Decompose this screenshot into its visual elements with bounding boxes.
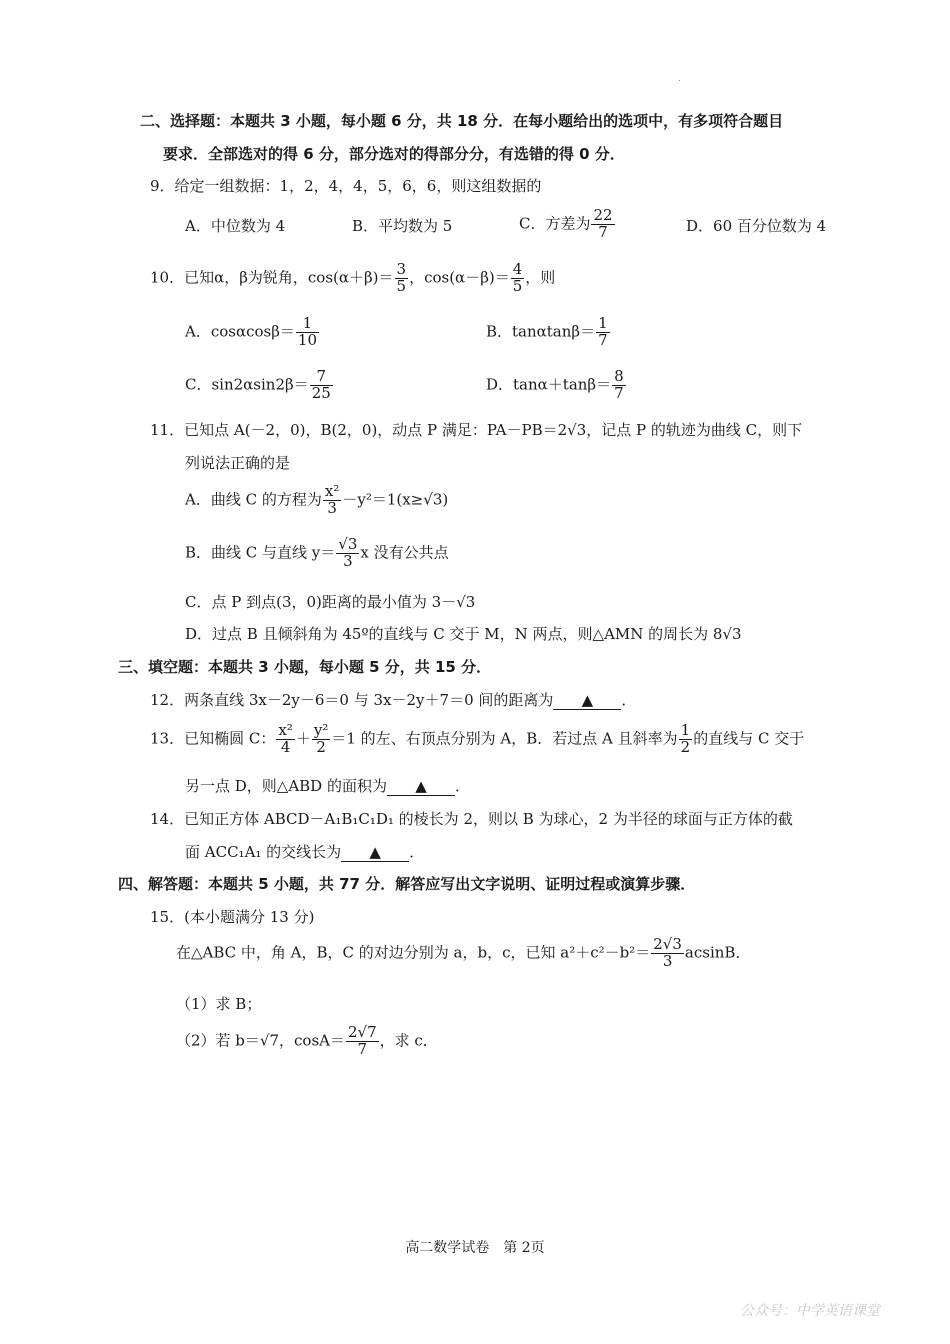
scan-mark: . (678, 74, 681, 83)
q9-option-b: B．平均数为 5 (352, 217, 453, 235)
answer-blank: ▲ (387, 777, 455, 796)
fraction: $\frac{1}{7}$ (598, 314, 608, 349)
fraction: $\frac{√3}{3}$ (338, 535, 358, 570)
q9-option-c: C．方差为 $\frac{22}{7}$ (519, 206, 613, 241)
fraction: $\frac{4}{5}$ (512, 260, 523, 295)
q10-option-c: C．sin2αsin2β＝ $\frac{7}{25}$ (185, 367, 331, 402)
fraction: $\frac{8}{7}$ (614, 367, 624, 402)
section-3-heading: 三、填空题：本题共 3 小题，每小题 5 分，共 15 分． (118, 658, 492, 676)
q11-option-a: A．曲线 C 的方程为 $\frac{\text{x²}}{3}$ －y²＝1(x≥√3) (185, 482, 449, 517)
fraction: $\frac{2√3}{3}$ (653, 935, 682, 970)
q13-stem-cont: 另一点 D，则△ABD 的面积为 ▲ ． (185, 777, 470, 795)
section-4-heading: 四、解答题：本题共 5 小题，共 77 分．解答应写出文字说明、证明过程或演算步骤． (118, 875, 696, 893)
fraction: $\frac{22}{7}$ (593, 206, 613, 241)
q14-stem: 14．已知正方体 ABCD－A₁B₁C₁D₁ 的棱长为 2，则以 B 为球心，2 为半径的球面与正方体的截 (150, 810, 793, 828)
q15-part-2: （2）若 b＝√7，cosA＝ $\frac{2√7}{7}$ ，求 c． (176, 1023, 438, 1058)
q15-heading: 15．(本小题满分 13 分) (150, 908, 315, 926)
q13-stem: 13．已知椭圆 C： $\frac{\text{x²}}{4}$ ＋ $\frac{\text{y²}}{2}$ ＝1 的左、右顶点分别为 A，B．若过点 A 且斜率为 $\frac{1}{2}$ 的直线与 C 交于 (150, 721, 805, 756)
q10-stem: 10．已知α，β为锐角，cos(α＋β)＝ $\frac{3}{5}$ ，cos(α－β)＝ $\frac{4}{5}$ ，则 (150, 260, 556, 295)
fraction: $\frac{1}{2}$ (680, 721, 691, 756)
q11-stem-cont: 列说法正确的是 (185, 454, 291, 472)
q9-stem: 9．给定一组数据：1，2，4，4，5，6，6，则这组数据的 (150, 177, 542, 195)
q11-option-d: D．过点 B 且倾斜角为 45º的直线与 C 交于 M，N 两点，则△AMN 的周长为 8√3 (185, 625, 742, 643)
q9-option-a: A．中位数为 4 (185, 217, 286, 235)
q11-stem: 11．已知点 A(－2，0)，B(2，0)，动点 P 满足：PA－PB＝2√3，记点 P 的轨迹为曲线 C，则下 (150, 421, 803, 439)
q10-option-d: D．tanα＋tanβ＝ $\frac{8}{7}$ (486, 367, 624, 402)
q15-part-1: （1）求 B； (176, 995, 262, 1013)
section-2-heading-cont: 要求．全部选对的得 6 分，部分选对的得部分分，有选错的得 0 分． (163, 145, 625, 163)
q9-option-d: D．60 百分位数为 4 (686, 217, 827, 235)
answer-blank: ▲ (341, 843, 409, 862)
q12-stem: 12．两条直线 3x－2y－6＝0 与 3x－2y＋7＝0 间的距离为 ▲ ． (150, 691, 637, 709)
answer-blank: ▲ (553, 691, 621, 710)
page-footer: 高二数学试卷 第 2页 (405, 1240, 545, 1256)
fraction: $\frac{\text{y²}}{2}$ (313, 721, 329, 756)
fraction: $\frac{\text{x²}}{3}$ (324, 482, 340, 517)
q10-option-a: A．cosαcosβ＝ $\frac{1}{10}$ (185, 314, 317, 349)
fraction: $\frac{\text{x²}}{4}$ (278, 721, 293, 756)
fraction: $\frac{1}{10}$ (297, 314, 317, 349)
fraction: $\frac{2√7}{7}$ (347, 1023, 377, 1058)
q14-stem-cont: 面 ACC₁A₁ 的交线长为 ▲ ． (185, 843, 425, 861)
q10-option-b: B．tanαtanβ＝ $\frac{1}{7}$ (486, 314, 608, 349)
watermark: 公众号：中学英语课堂 (740, 1303, 880, 1319)
section-2-heading: 二、选择题：本题共 3 小题，每小题 6 分，共 18 分．在每小题给出的选项中，有多项符合题目 (140, 112, 784, 130)
fraction: $\frac{7}{25}$ (311, 367, 331, 402)
q11-option-c: C．点 P 到点(3，0)距离的最小值为 3－√3 (185, 593, 476, 611)
fraction: $\frac{3}{5}$ (396, 260, 407, 295)
q15-stem: 在△ABC 中，角 A，B，C 的对边分别为 a，b，c，已知 a²＋c²－b²＝ $\frac{2√3}{3}$ acsinB． (176, 935, 751, 970)
q11-option-b: B．曲线 C 与直线 y＝ $\frac{√3}{3}$ x 没有公共点 (185, 535, 449, 570)
